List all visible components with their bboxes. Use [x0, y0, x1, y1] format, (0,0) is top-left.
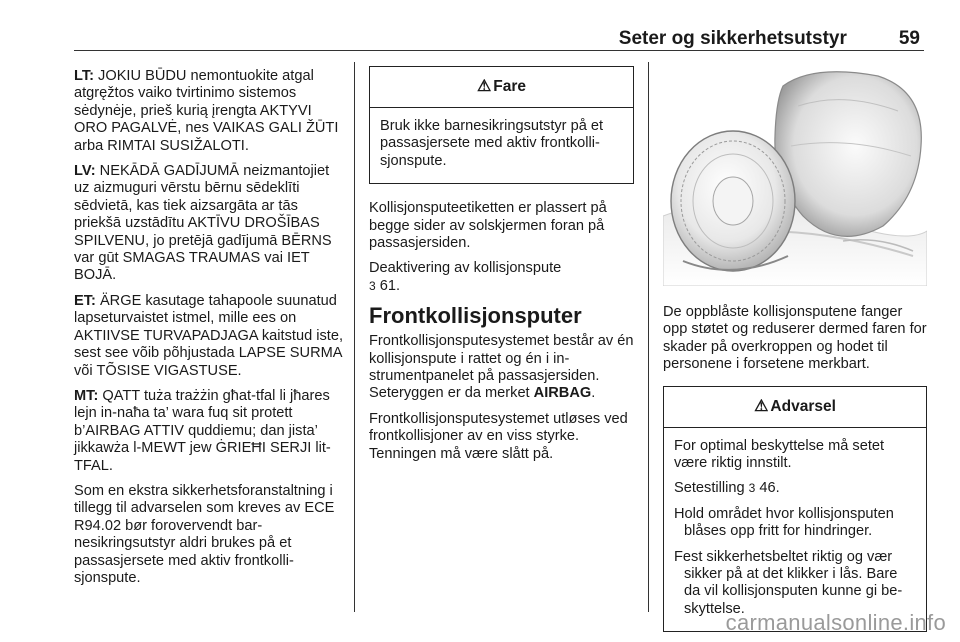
advarsel-seat-text: For optimal beskyttelse må setet være riktig innstilt. [674, 437, 885, 472]
front-airbag-paragraph-2: Frontkollisjonsputesystemet utløses ved frontkollisjoner av en viss styrke. Tenningen må være slått på. [369, 410, 628, 462]
sentence-end: . [591, 385, 596, 402]
column-3 [663, 66, 927, 642]
watermark: carmanualsonline.info [725, 610, 946, 635]
language-code-et: ET: [74, 292, 96, 309]
paragraph-mt [74, 388, 346, 475]
advarsel-box [663, 386, 927, 633]
warning-text-lt: JOKIU BŪDU nemontuokite atgal atgręžtos vaiko tvirtinimo sistemos sėdynėje, prieš kurią įrengta AKTYVI ORO PAGALVĖ, nes VAIKAS GALI ŽŪTI arba RIMTAI SUSIŽALOTI. [74, 68, 339, 154]
header-title: Seter og sikkerhetsutstyr [618, 28, 847, 49]
language-code-mt: MT: [74, 387, 99, 404]
column-divider-2 [648, 62, 649, 612]
column-divider-1 [354, 62, 355, 612]
section-heading: Frontkollisjonsputer [369, 303, 582, 329]
illustration-caption: De oppblåste kollisjonsputene fanger opp støtet og reduserer dermed faren for skader på overkroppen og hodet til personene i forsetene merkbart. [663, 304, 927, 373]
deactivation-page-ref[interactable]: 61. [379, 277, 401, 294]
paragraph-lv [74, 163, 346, 285]
warning-triangle-icon: ⚠ [476, 78, 492, 95]
advarsel-box-body [664, 428, 926, 632]
page-ref-arrow-icon: 3 [748, 481, 756, 496]
fare-text: Bruk ikke barnesikringsutstyr på et passasjersete med aktiv frontkollisjonspute. [380, 118, 604, 169]
airbag-label: AIRBAG [533, 385, 592, 402]
advarsel-title: Advarsel [770, 397, 836, 415]
page-ref-arrow-icon: 3 [369, 278, 376, 293]
header-rule [74, 50, 924, 51]
inflated-airbags-illustration [663, 66, 927, 286]
label-location-text: Kollisjonsputeetiketten er plassert på begge sider av solskjermen foran på passasjersiden. [369, 200, 607, 252]
warning-text-mt: QATT tuża trażżin għat-tfal li jħares lejn in-naħa ta’ wara fuq sit protett b’AIRBAG ATTIV quddiemu; dan jista’ jikkawża l-MEWT jew ĠRIEĦI SERJI lit-TFAL. [74, 387, 331, 474]
fare-box [369, 66, 634, 184]
language-code-lv: LV: [74, 163, 96, 180]
front-airbag-text: Frontkollisjonsputesystemet består av én kollisjonspute i rattet og én i instrumentpanelet på passasjersiden. Seteryggen er da merket [369, 333, 634, 402]
front-airbag-paragraph-1 [369, 333, 634, 403]
warning-text-lv: NEKĀDĀ GADĪJUMĀ neizmantojiet uz aizmuguri vērstu bērnu sēdeklīti sēdvietā, kas tiek aizsargāta ar tās priekšā uzstādītu AKTĪVU DROŠĪBAS SPILVENU, jo pretējā gadījumā BĒRNS var gūt SMAGAS TRAUMAS vai IET BOJĀ. [74, 163, 332, 284]
airbag-drawing [663, 66, 927, 286]
language-code-lt: LT: [74, 68, 94, 84]
paragraph-et [74, 293, 346, 380]
advarsel-box-header [664, 387, 926, 428]
column-1 [74, 68, 346, 595]
advarsel-seat-ref-paragraph [674, 480, 916, 497]
fare-box-header [370, 67, 633, 108]
advarsel-seat-ref-text: Setestilling [674, 480, 749, 497]
advarsel-belt-text: Fest sikkerhetsbeltet riktig og vær sikker på at det klikker i lås. Bare da vil kollisjonsputen kunne gi beskyttelse. [674, 548, 903, 617]
paragraph-lt [74, 68, 346, 155]
advarsel-obstruction-text: Hold området hvor kollisjonsputen blåses opp fritt for hindringer. [674, 505, 894, 540]
paragraph-extra: Som en ekstra sikkerhetsforanstaltning i tillegg til advarselen som kreves av ECE R94.02 bør forovervendt barnesikringsutstyr aldri brukes på et passasjersete med aktiv frontkollisjonspute. [74, 482, 335, 586]
warning-triangle-icon: ⚠ [754, 397, 769, 415]
fare-box-body [370, 108, 633, 183]
fare-title: Fare [493, 78, 527, 95]
column-2 [369, 66, 634, 471]
page-header [619, 28, 920, 50]
deactivation-paragraph [369, 260, 634, 295]
deactivation-text: Deaktivering av kollisjonspute [369, 260, 562, 277]
warning-text-et: ÄRGE kasutage tahapoole suunatud lapseturvaistet istmel, mille ees on AKTIIVSE TURVAPADJAGA kaitstud iste, sest see võib põhjustada LAPSE SURMA või TÕSISE VIGASTUSE. [74, 292, 343, 379]
seat-position-page-ref[interactable]: 46. [759, 480, 780, 497]
page-number: 59 [898, 28, 920, 49]
